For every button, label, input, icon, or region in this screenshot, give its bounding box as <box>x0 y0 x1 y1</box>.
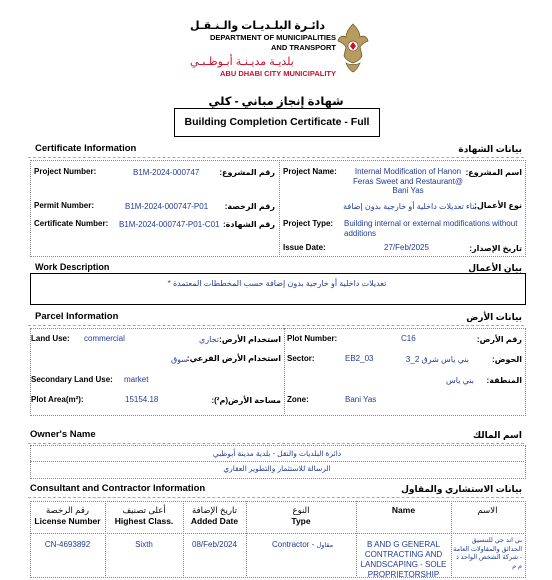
license-number-cell: CN-4693892 <box>44 540 91 549</box>
dept-name-line2: AND TRANSPORT <box>271 43 336 52</box>
column-header-english: Highest Class. <box>114 516 174 526</box>
consultant-heading: Consultant and Contractor Information <box>30 483 206 494</box>
permit-number-arabic-label: رقم الرخصة: <box>224 202 275 211</box>
title-arabic: شهادة إنجاز مباني - كلي <box>208 96 344 108</box>
secondary-land-use-value: market <box>124 375 149 384</box>
plot-number-value: C16 <box>401 334 416 343</box>
column-header <box>183 505 246 526</box>
plot-number-label: Plot Number: <box>287 334 338 343</box>
section-divider <box>28 497 524 498</box>
name-arabic-cell: بي اند جي للتنسيق الحدائق والمقاولات العامة - شركة الشخص الواحد ذ م م <box>453 537 522 570</box>
district-arabic-value: بني ياس <box>446 376 474 385</box>
land-use-arabic-label: استخدام الأرض: <box>219 335 281 344</box>
column-header-arabic: رقم الرخصة <box>45 505 89 515</box>
dept-name-arabic: دائـرة البلـديـات والـنـقـل <box>190 20 326 32</box>
project-name-arabic-label: اسم المشروع: <box>465 168 522 177</box>
column-header-arabic: تاريخ الإضافة <box>192 505 237 515</box>
city-name-arabic: بلديـة مديـنـة أبـوظـبـي <box>190 56 294 68</box>
owner-heading: Owner's Name <box>30 429 96 440</box>
issue-date-label: Issue Date: <box>283 243 326 252</box>
sector-arabic-label: الحوض: <box>492 355 522 364</box>
column-header-arabic: الاسم <box>477 505 498 515</box>
work-type-arabic-value: بناء تعديلات داخلية أو خارجية بدون إضافة <box>343 202 477 211</box>
column-header <box>451 505 524 516</box>
plot-number-arabic-label: رقم الأرض: <box>476 335 522 344</box>
column-header <box>356 505 451 515</box>
project-type-value: Building internal or external modifications without additions <box>344 219 518 238</box>
sub-land-use-arabic-value: سوق <box>170 355 188 364</box>
project-name-value: Internal Modification of Hanon Feras Sweet and Restaurant@ Bani Yas <box>353 167 463 195</box>
section-divider <box>28 443 524 444</box>
work-description: تعديلات داخلية أو خارجية بدون إضافة حسب المخططات المعتمدة * <box>167 279 387 288</box>
work-heading-arabic: بيان الأعمال <box>468 263 522 273</box>
land-use-arabic-value: تجاري <box>199 335 219 344</box>
project-type-label: Project Type: <box>283 219 334 228</box>
name-english-cell: B AND G GENERAL CONTRACTING AND LANDSCAPING - SOLE PROPRIETORSHIP <box>360 540 447 579</box>
sector-label: Sector: <box>287 354 315 363</box>
owner-line-2: الرسالة للاستثمار والتطوير العقاري <box>223 464 331 473</box>
column-header <box>30 505 105 526</box>
column-header <box>246 505 356 526</box>
column-header-arabic: أعلى تصنيف <box>122 505 166 515</box>
project-name-label: Project Name: <box>283 167 337 176</box>
owner-heading-arabic: اسم المالك <box>472 430 522 440</box>
land-use-value: commercial <box>84 334 125 343</box>
secondary-land-use-label: Secondary Land Use: <box>31 375 113 384</box>
title-english: Building Completion Certificate - Full <box>184 116 370 128</box>
column-header-english: Name <box>391 505 416 515</box>
permit-number-label: Permit Number: <box>34 201 95 210</box>
column-header-english: License Number <box>34 516 101 526</box>
abu-dhabi-emblem-icon <box>336 22 370 74</box>
sector-value: EB2_03 <box>345 354 374 363</box>
zone-value: Bani Yas <box>345 395 377 404</box>
certificate-heading-arabic: بيانات الشهادة <box>458 144 522 154</box>
plot-area-arabic-label: مساحة الأرض(م²): <box>211 396 281 405</box>
certificate-number-label: Certificate Number: <box>34 219 109 228</box>
sub-land-use-arabic-label: استخدام الأرض الفرعي: <box>186 354 281 363</box>
added-date-cell: 08/Feb/2024 <box>192 540 237 549</box>
project-number-value: B1M-2024-000747 <box>133 168 200 177</box>
consultant-heading-arabic: بيانات الاستشاري والمقاول <box>401 484 522 494</box>
column-header-arabic: النوع <box>292 505 310 515</box>
certificate-heading: Certificate Information <box>35 143 137 154</box>
parcel-heading: Parcel Information <box>35 311 119 322</box>
owner-line-1: دائرة البلديات والنقل - بلدية مدينة أبوظبي <box>212 449 342 458</box>
column-header-english: Type <box>291 516 311 526</box>
parcel-heading-arabic: بيانات الأرض <box>466 312 522 322</box>
work-heading: Work Description <box>35 262 110 272</box>
municipality-logo-text <box>190 20 336 78</box>
sector-arabic-value: بني ياس شرق 2_3 <box>405 355 469 364</box>
plot-area-label: Plot Area(m²): <box>31 395 84 404</box>
highest-class-cell: Sixth <box>135 540 153 549</box>
section-divider <box>28 325 524 326</box>
section-divider <box>28 157 524 158</box>
zone-label: Zone: <box>287 395 309 404</box>
issue-date-arabic-label: تاريخ الإصدار: <box>469 244 522 253</box>
certificate-number-value: B1M-2024-000747-P01-C01 <box>119 220 220 229</box>
issue-date-value: 27/Feb/2025 <box>384 243 429 252</box>
certificate-number-arabic-label: رقم الشهادة: <box>222 220 275 229</box>
title-box <box>174 108 380 137</box>
parcel-divider <box>284 328 285 414</box>
dept-name-line1: DEPARTMENT OF MUNICIPALITIES <box>210 33 336 42</box>
plot-area-value: 15154.18 <box>125 395 159 404</box>
city-name: ABU DHABI CITY MUNICIPALITY <box>220 69 336 78</box>
permit-number-value: B1M-2024-000747-P01 <box>125 202 209 211</box>
column-header-english: Added Date <box>190 516 239 526</box>
district-arabic-label: المنطقة: <box>486 376 522 385</box>
column-header <box>105 505 183 526</box>
certificate-divider <box>279 160 280 255</box>
owner-row-divider <box>30 461 524 462</box>
work-description-box <box>30 273 526 305</box>
work-type-arabic-label: نوع الأعمال: <box>474 201 522 210</box>
land-use-label: Land Use: <box>31 334 70 343</box>
type-english: Contractor - <box>272 540 315 549</box>
type-cell <box>272 540 356 549</box>
project-number-arabic-label: رقم المشروع: <box>219 168 275 177</box>
type-arabic: مقاول <box>316 542 334 549</box>
project-number-label: Project Number: <box>34 167 97 176</box>
